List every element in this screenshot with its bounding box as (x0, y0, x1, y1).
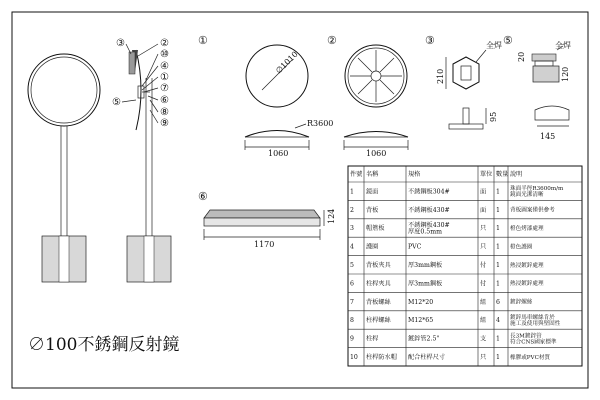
table-cell: 柱桿防水帽 (366, 353, 397, 361)
table-header-2: 規格 (408, 171, 421, 179)
table-cell: 3 (350, 225, 354, 233)
table-cell: 支 (480, 335, 487, 343)
pole-in-footing (59, 236, 69, 282)
visor-base (204, 218, 320, 226)
view-5-clamp (446, 50, 486, 129)
table-cell: 橙色護圈 (510, 244, 533, 251)
dim-120: 120 (561, 66, 570, 82)
view-label-2: ② (327, 34, 337, 47)
table-cell: 鍍鋅管2.5" (408, 335, 440, 343)
radius-leader (295, 124, 306, 128)
table-cell: 柱桿夾具 (366, 280, 391, 288)
front-view (28, 54, 100, 282)
back-plate-section-arc (344, 132, 408, 138)
table-cell: 帽簷板 (366, 225, 385, 233)
callout-8: ⑧ (160, 107, 169, 118)
table-cell: 橙色烤漆處理 (510, 225, 544, 232)
table-cell: 9 (350, 335, 354, 343)
table-header-0: 件號 (350, 171, 363, 179)
table-cell: 付 (480, 280, 487, 288)
table-header-4: 數量 (496, 171, 509, 179)
table-cell: 付 (480, 261, 487, 269)
table-cell: 鏡面 (366, 188, 379, 196)
leader-5 (122, 100, 136, 102)
table-cell: M12*65 (408, 317, 434, 325)
view-label-1: ① (198, 34, 208, 47)
table-cell: M12*20 (408, 298, 434, 306)
view-6-pole-clamp (532, 46, 569, 126)
callout-6: ⑥ (160, 95, 169, 106)
mirror-inner-ring (31, 57, 97, 123)
table-cell: 不銹鋼板430# (408, 206, 450, 214)
table-cell: 2 (350, 206, 354, 214)
table-cell: 1 (496, 353, 500, 361)
dim-1060a: 1060 (268, 149, 289, 158)
pole-clamp-top (532, 54, 556, 61)
view-label-3: ⑥ (198, 190, 208, 203)
callout-3: ③ (116, 38, 125, 49)
table-cell: 只 (480, 353, 487, 361)
dim-210: 210 (436, 68, 445, 84)
table-cell: 4 (496, 317, 500, 325)
table-cell: 1 (496, 206, 500, 214)
table-cell: 只 (480, 243, 487, 251)
table-cell: 背板螺絲 (366, 298, 391, 306)
dim-dia: ∅1010 (274, 49, 300, 76)
mirror-disc (246, 45, 308, 107)
table-cell: PVC (408, 243, 422, 251)
weld-label-5: 全焊 (486, 41, 502, 50)
table-cell: 組 (480, 317, 487, 325)
dim-124: 124 (327, 208, 336, 224)
table-cell: 4 (350, 243, 354, 251)
pole-clamp-section (535, 106, 569, 120)
callout-4: ④ (160, 61, 169, 72)
drawing-frame (12, 12, 588, 388)
leader-8 (150, 100, 158, 112)
table-cell: 1 (496, 261, 500, 269)
clamp-stem (463, 108, 469, 124)
clamp-base (449, 124, 483, 129)
dim-1170: 1170 (254, 240, 275, 249)
table-cell: 面 (480, 188, 487, 196)
back-plate-ribs (350, 50, 402, 102)
table-cell: 1 (496, 335, 500, 343)
table-cell: 不銹鋼板304# (408, 188, 450, 196)
table-cell: 6 (496, 298, 500, 306)
clamp-hexagon (453, 57, 479, 89)
table-cell: 柱桿 (366, 335, 379, 343)
table-cell: 鍍鋅馬車螺絲肯於施工及使用與堅固性 (510, 314, 561, 328)
table-cell: 6 (350, 280, 354, 288)
callout-9: ⑨ (160, 118, 169, 129)
table-cell: 只 (480, 225, 487, 233)
callout-5: ⑤ (112, 97, 121, 108)
pole-clamp-body (533, 66, 559, 82)
pole-in-footing (144, 236, 154, 282)
table-cell: 厚3mm鋼板 (408, 261, 443, 269)
parts-table (348, 166, 582, 366)
table-cell: 鍍鋅螺絲 (510, 299, 533, 306)
view-2-back-plate (344, 45, 408, 150)
weld-label-6: 全焊 (555, 41, 571, 50)
table-cell: 8 (350, 317, 354, 325)
leader-9 (150, 110, 158, 123)
drawing-title: ∅100不銹鋼反射鏡 (28, 335, 180, 355)
callout-10: ⑩ (160, 49, 169, 60)
table-cell: 7 (350, 298, 354, 306)
table-cell: 熱浸鍍鋅處理 (510, 281, 544, 288)
table-cell: 1 (496, 188, 500, 196)
leader-4 (142, 66, 158, 86)
table-cell: 不銹鋼板430#厚度0.5mm (408, 221, 450, 236)
table-header-5: 說明 (510, 171, 523, 179)
callout-7: ⑦ (160, 83, 169, 94)
view-1-mirror (245, 45, 309, 150)
callout-1: ① (160, 72, 169, 83)
pole-clamp-neck (535, 61, 553, 66)
visor-plate (204, 210, 320, 218)
clamp-slot (461, 66, 471, 80)
table-header-1: 名稱 (366, 171, 379, 179)
table-cell: 1 (496, 243, 500, 251)
table-cell: 柱桿螺絲 (366, 317, 391, 325)
dim-95: 95 (489, 111, 498, 122)
view-label-5: ③ (425, 34, 435, 47)
table-cell: 面 (480, 206, 487, 214)
table-cell: 1 (496, 225, 500, 233)
leader-2 (138, 44, 158, 56)
table-cell: 10 (350, 353, 358, 361)
view-3-visor (204, 210, 324, 240)
table-cell: 背板圖案僅供參考 (510, 207, 555, 214)
table-cell: 珠面半徑R3600m/m 鏡面光潔清晰 (510, 186, 564, 199)
weld-leader-5 (476, 50, 486, 62)
back-plate-hub (371, 71, 381, 81)
table-cell: 熱浸鍍鋅處理 (510, 262, 544, 269)
table-cell: 1 (496, 280, 500, 288)
view-label-6: ⑤ (503, 34, 513, 47)
callout-2: ② (160, 38, 169, 49)
table-cell: 配合柱桿尺寸 (408, 353, 446, 361)
table-cell: 1 (350, 188, 354, 196)
visor-hatch (129, 52, 135, 74)
table-cell: 長3M鍍鋅管符合CNS國家標準 (510, 333, 557, 346)
leader-6 (148, 96, 158, 100)
table-cell: 橡膠或PVC材質 (510, 354, 551, 361)
mirror-outer-ring (28, 54, 100, 126)
table-cell: 護圈 (366, 243, 379, 251)
table-cell: 厚3mm鋼板 (408, 280, 443, 288)
dim-1060b: 1060 (366, 149, 387, 158)
dim-r3600: R3600 (307, 119, 334, 128)
table-cell: 背板 (366, 206, 379, 214)
table-cell: 背板夾具 (366, 261, 391, 269)
leader-3 (126, 44, 131, 54)
table-cell: 5 (350, 261, 354, 269)
mirror-section-arc (245, 131, 309, 138)
leader-10 (146, 54, 158, 80)
table-header-3: 單位 (480, 171, 493, 179)
dim-20: 20 (517, 51, 526, 62)
table-cell: 組 (480, 298, 487, 306)
mirror-profile (136, 50, 141, 130)
dim-145: 145 (540, 132, 556, 141)
